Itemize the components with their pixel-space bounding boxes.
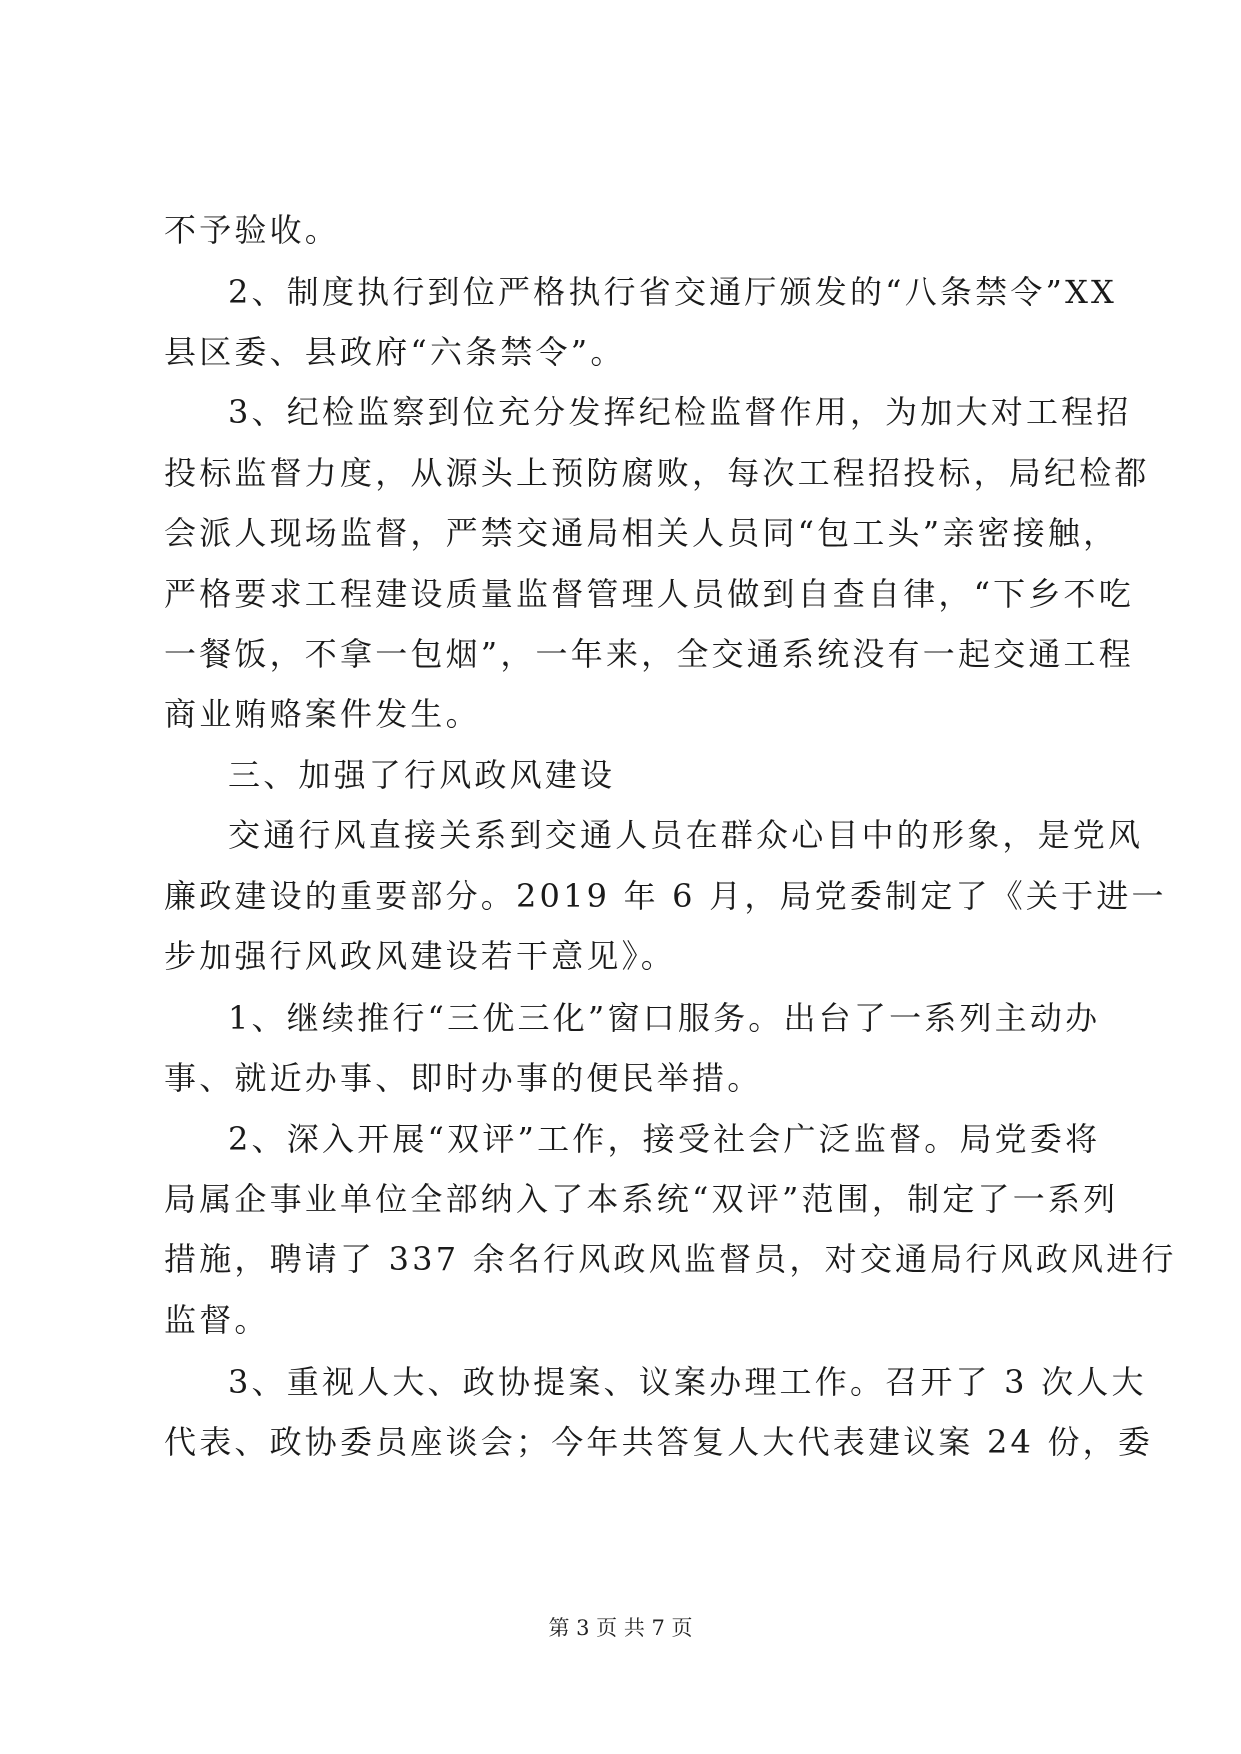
- text-line: 事、就近办事、即时办事的便民举措。: [164, 1059, 763, 1097]
- text-line: 2、制度执行到位严格执行省交通厅颁发的“八条禁令”XX: [228, 273, 1118, 311]
- text-line: 商业贿赂案件发生。: [164, 695, 481, 733]
- text-line: 县区委、县政府“六条禁令”。: [164, 333, 626, 371]
- text-line: 不予验收。: [164, 211, 341, 249]
- text-line: 监督。: [164, 1301, 270, 1339]
- text-line: 3、重视人大、政协提案、议案办理工作。召开了 3 次人大: [228, 1363, 1147, 1401]
- text-line: 投标监督力度，从源头上预防腐败，每次工程招投标，局纪检都: [164, 454, 1150, 492]
- section-heading: 三、加强了行风政风建设: [228, 756, 616, 794]
- text-line: 局属企事业单位全部纳入了本系统“双评”范围，制定了一系列: [164, 1180, 1119, 1218]
- text-line: 步加强行风政风建设若干意见》。: [164, 937, 677, 975]
- text-line: 交通行风直接关系到交通人员在群众心目中的形象，是党风: [228, 816, 1144, 854]
- text-line: 代表、政协委员座谈会；今年共答复人大代表建议案 24 份，委: [164, 1423, 1154, 1461]
- text-line: 廉政建设的重要部分。2019 年 6 月，局党委制定了《关于进一: [164, 877, 1167, 915]
- text-line: 严格要求工程建设质量监督管理人员做到自查自律，“下乡不吃: [164, 575, 1134, 613]
- text-line: 措施，聘请了 337 余名行风政风监督员，对交通局行风政风进行: [164, 1240, 1177, 1278]
- text-line: 一餐饭，不拿一包烟”，一年来，全交通系统没有一起交通工程: [164, 635, 1134, 673]
- text-line: 2、深入开展“双评”工作，接受社会广泛监督。局党委将: [228, 1120, 1101, 1158]
- text-line: 会派人现场监督，严禁交通局相关人员同“包工头”亲密接触，: [164, 514, 1119, 552]
- page-number: 第 3 页 共 7 页: [548, 1616, 693, 1640]
- text-line: 3、纪检监察到位充分发挥纪检监督作用，为加大对工程招: [228, 393, 1132, 431]
- text-line: 1、继续推行“三优三化”窗口服务。出台了一系列主动办: [228, 999, 1101, 1037]
